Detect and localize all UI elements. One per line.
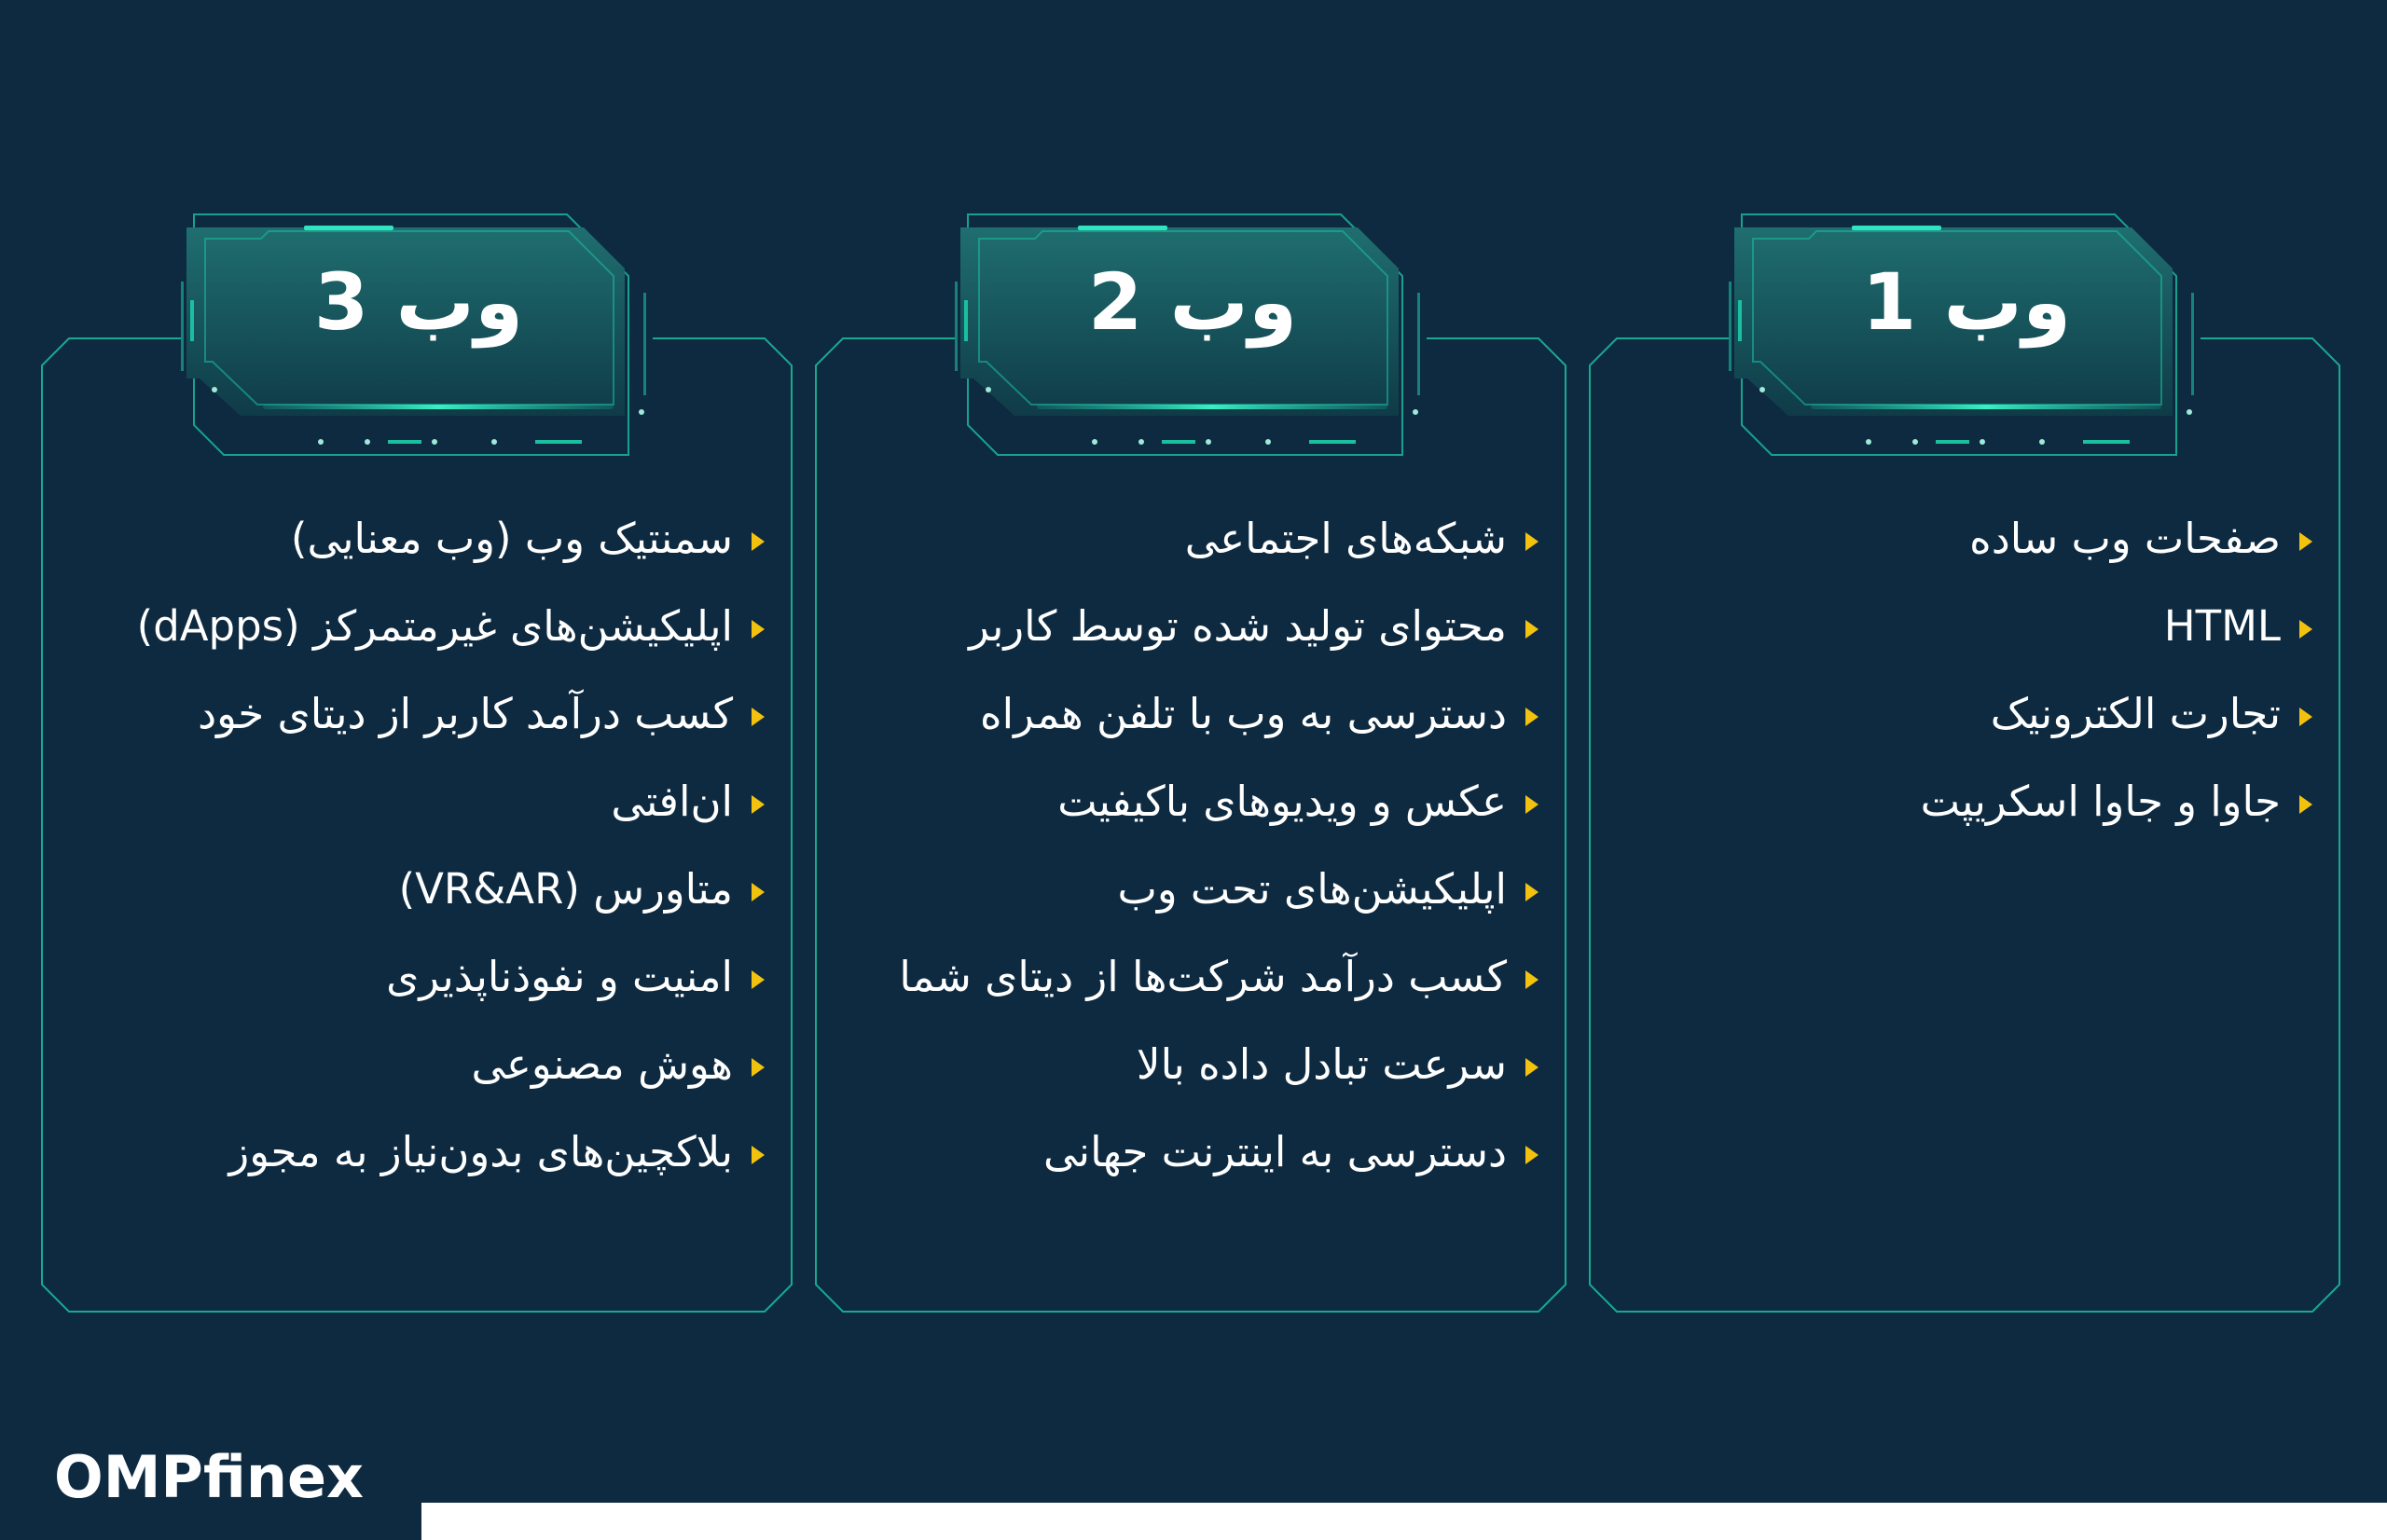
triangle-bullet-icon [1525,708,1538,726]
feature-text: هوش مصنوعی [471,1038,733,1089]
feature-text: اپلیکیشن‌های تحت وب [1117,863,1507,914]
feature-text: صفحات وب ساده [1969,513,2281,563]
feature-list [75,494,765,1195]
triangle-bullet-icon [1525,1058,1538,1077]
feature-text: سرعت تبادل داده بالا [1136,1038,1507,1089]
card-title-badge [181,207,656,459]
triangle-bullet-icon [2299,795,2312,814]
feature-list [849,494,1538,1195]
web3-card [41,256,793,1313]
feature-text: دسترسی به اینترنت جهانی [1043,1126,1507,1176]
feature-item [75,494,765,582]
feature-text: اپلیکیشن‌های غیرمتمرکز (dApps) [136,600,733,651]
feature-text: دسترسی به وب با تلفن همراه [980,688,1507,738]
feature-item [849,582,1538,669]
feature-item [1622,757,2312,845]
feature-item [849,1020,1538,1107]
triangle-bullet-icon [1525,883,1538,901]
triangle-bullet-icon [1525,795,1538,814]
feature-text: HTML [2163,600,2281,651]
feature-item [849,757,1538,845]
card-title: وب 1 [1861,256,2072,348]
triangle-bullet-icon [2299,708,2312,726]
card-title-badge [1729,207,2204,459]
logo-text-b: nex [245,1443,364,1511]
feature-text: کسب درآمد کاربر از دیتای خود [198,688,733,738]
web1-card [1589,256,2340,1313]
feature-text: شبکه‌های اجتماعی [1184,513,1507,563]
triangle-bullet-icon [1525,970,1538,989]
feature-item [1622,669,2312,757]
feature-text: محتوای تولید شده توسط کاربر [969,600,1507,651]
feature-text: کسب درآمد شرکت‌ها از دیتای شما [899,951,1507,1001]
feature-item [1622,582,2312,669]
triangle-bullet-icon [1525,1146,1538,1164]
triangle-bullet-icon [1525,532,1538,551]
feature-text: امنیت و نفوذناپذیری [386,951,733,1001]
ompfinex-logo [54,1443,364,1511]
triangle-bullet-icon [752,1146,765,1164]
feature-item [75,669,765,757]
feature-item [849,494,1538,582]
feature-item [849,845,1538,932]
bottom-white-bar [421,1503,2387,1540]
feature-item [75,757,765,845]
logo-text-a: OMPf [54,1443,246,1511]
feature-item [75,582,765,669]
feature-text: ان‌افتی [611,776,733,826]
triangle-bullet-icon [2299,532,2312,551]
triangle-bullet-icon [752,532,765,551]
feature-text: بلاکچین‌های بدون‌نیاز به مجوز [228,1126,733,1176]
feature-item [849,669,1538,757]
triangle-bullet-icon [752,795,765,814]
feature-item [75,845,765,932]
triangle-bullet-icon [2299,620,2312,639]
feature-item [75,1107,765,1195]
feature-item [75,1020,765,1107]
card-title-badge [955,207,1430,459]
feature-item [849,1107,1538,1195]
triangle-bullet-icon [1525,620,1538,639]
feature-item [849,932,1538,1020]
web2-card [815,256,1566,1313]
feature-item [75,932,765,1020]
feature-text: متاورس (VR&AR) [398,863,733,914]
feature-text: عکس و ویدیوهای باکیفیت [1057,776,1507,826]
card-title: وب 3 [313,256,524,348]
triangle-bullet-icon [752,620,765,639]
feature-item [1622,494,2312,582]
feature-list [1622,494,2312,845]
card-title: وب 2 [1087,256,1298,348]
feature-text: جاوا و جاوا اسکریپت [1920,776,2281,826]
triangle-bullet-icon [752,883,765,901]
triangle-bullet-icon [752,708,765,726]
triangle-bullet-icon [752,1058,765,1077]
triangle-bullet-icon [752,970,765,989]
feature-text: تجارت الکترونیک [1990,688,2281,738]
feature-text: سمنتیک وب (وب معنایی) [290,513,733,563]
